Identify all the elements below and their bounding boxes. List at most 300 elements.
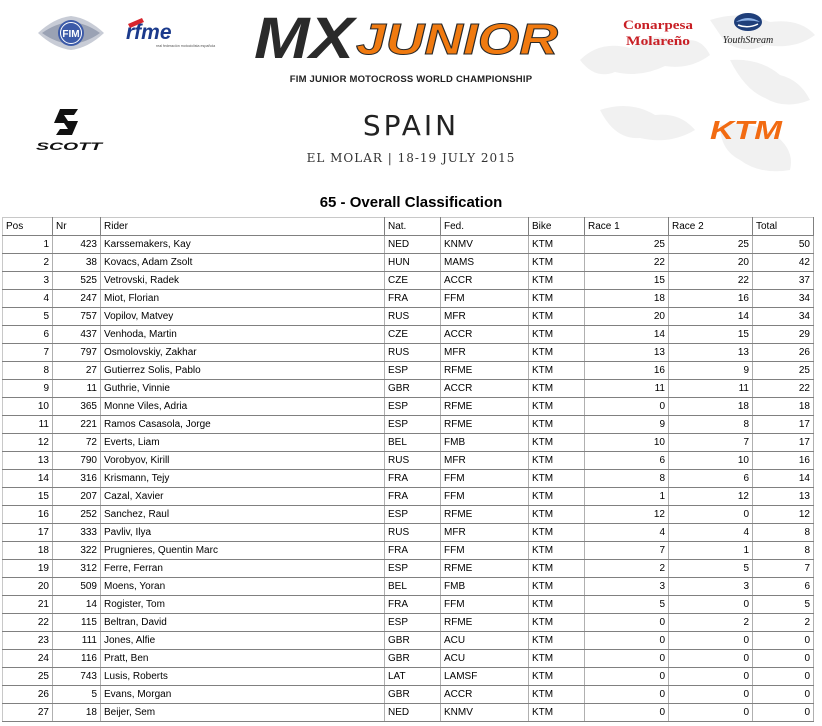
cell-pos: 10 bbox=[3, 398, 53, 416]
cell-nat: ESP bbox=[385, 398, 441, 416]
cell-bike: KTM bbox=[529, 434, 585, 452]
cell-race1: 20 bbox=[585, 308, 669, 326]
cell-race1: 0 bbox=[585, 398, 669, 416]
cell-race2: 1 bbox=[669, 542, 753, 560]
cell-nr: 252 bbox=[53, 506, 101, 524]
cell-rider: Pavliv, Ilya bbox=[101, 524, 385, 542]
cell-rider: Jones, Alfie bbox=[101, 632, 385, 650]
cell-nr: 38 bbox=[53, 254, 101, 272]
table-row bbox=[3, 308, 814, 326]
cell-bike: KTM bbox=[529, 578, 585, 596]
cell-nat: ESP bbox=[385, 416, 441, 434]
cell-race2: 14 bbox=[669, 308, 753, 326]
cell-rider: Cazal, Xavier bbox=[101, 488, 385, 506]
cell-pos: 19 bbox=[3, 560, 53, 578]
cell-rider: Ramos Casasola, Jorge bbox=[101, 416, 385, 434]
cell-pos: 1 bbox=[3, 236, 53, 254]
cell-nat: NED bbox=[385, 236, 441, 254]
cell-race2: 18 bbox=[669, 398, 753, 416]
cell-race1: 0 bbox=[585, 650, 669, 668]
cell-pos: 18 bbox=[3, 542, 53, 560]
event-header bbox=[0, 0, 822, 190]
cell-fed: RFME bbox=[441, 398, 529, 416]
cell-fed: RFME bbox=[441, 560, 529, 578]
cell-bike: KTM bbox=[529, 416, 585, 434]
cell-race2: 0 bbox=[669, 632, 753, 650]
cell-nat: GBR bbox=[385, 686, 441, 704]
header-fed: Fed. bbox=[441, 218, 529, 236]
cell-race2: 16 bbox=[669, 290, 753, 308]
cell-total: 50 bbox=[753, 236, 814, 254]
cell-race1: 9 bbox=[585, 416, 669, 434]
cell-nat: RUS bbox=[385, 524, 441, 542]
cell-total: 12 bbox=[753, 506, 814, 524]
header-nr: Nr bbox=[53, 218, 101, 236]
cell-fed: RFME bbox=[441, 362, 529, 380]
cell-rider: Vopilov, Matvey bbox=[101, 308, 385, 326]
cell-nr: 18 bbox=[53, 704, 101, 722]
cell-nr: 72 bbox=[53, 434, 101, 452]
header-bike: Bike bbox=[529, 218, 585, 236]
rfme-tagline: real federación motociclista española bbox=[156, 44, 216, 48]
cell-bike: KTM bbox=[529, 668, 585, 686]
cell-bike: KTM bbox=[529, 506, 585, 524]
table-row bbox=[3, 596, 814, 614]
mx-logo-prefix: MX bbox=[254, 6, 358, 71]
results-table bbox=[2, 217, 814, 722]
cell-pos: 2 bbox=[3, 254, 53, 272]
cell-nr: 333 bbox=[53, 524, 101, 542]
table-row bbox=[3, 398, 814, 416]
cell-race1: 22 bbox=[585, 254, 669, 272]
cell-nat: NED bbox=[385, 704, 441, 722]
cell-fed: MAMS bbox=[441, 254, 529, 272]
cell-total: 34 bbox=[753, 308, 814, 326]
cell-bike: KTM bbox=[529, 344, 585, 362]
cell-rider: Prugnieres, Quentin Marc bbox=[101, 542, 385, 560]
cell-total: 34 bbox=[753, 290, 814, 308]
cell-fed: FMB bbox=[441, 578, 529, 596]
mx-junior-logo bbox=[252, 6, 564, 71]
cell-nat: BEL bbox=[385, 434, 441, 452]
cell-total: 8 bbox=[753, 542, 814, 560]
cell-fed: ACU bbox=[441, 650, 529, 668]
cell-nat: GBR bbox=[385, 650, 441, 668]
cell-fed: LAMSF bbox=[441, 668, 529, 686]
cell-bike: KTM bbox=[529, 686, 585, 704]
cell-bike: KTM bbox=[529, 272, 585, 290]
cell-total: 13 bbox=[753, 488, 814, 506]
cell-bike: KTM bbox=[529, 290, 585, 308]
cell-fed: KNMV bbox=[441, 236, 529, 254]
header-nat: Nat. bbox=[385, 218, 441, 236]
cell-bike: KTM bbox=[529, 308, 585, 326]
table-header-row bbox=[3, 218, 814, 236]
table-row bbox=[3, 632, 814, 650]
cell-race2: 9 bbox=[669, 362, 753, 380]
cell-pos: 5 bbox=[3, 308, 53, 326]
cell-nr: 525 bbox=[53, 272, 101, 290]
cell-total: 0 bbox=[753, 668, 814, 686]
cell-total: 26 bbox=[753, 344, 814, 362]
cell-race2: 8 bbox=[669, 416, 753, 434]
cell-total: 0 bbox=[753, 650, 814, 668]
cell-nr: 221 bbox=[53, 416, 101, 434]
cell-race1: 15 bbox=[585, 272, 669, 290]
table-row bbox=[3, 236, 814, 254]
cell-nat: FRA bbox=[385, 542, 441, 560]
venue-date: EL MOLAR | 18-19 JULY 2015 bbox=[306, 151, 516, 165]
cell-rider: Vetrovski, Radek bbox=[101, 272, 385, 290]
cell-bike: KTM bbox=[529, 326, 585, 344]
cell-nr: 247 bbox=[53, 290, 101, 308]
header-race2: Race 2 bbox=[669, 218, 753, 236]
table-row bbox=[3, 560, 814, 578]
cell-bike: KTM bbox=[529, 524, 585, 542]
cell-rider: Krismann, Tejy bbox=[101, 470, 385, 488]
cell-rider: Ferre, Ferran bbox=[101, 560, 385, 578]
cell-fed: MFR bbox=[441, 308, 529, 326]
cell-race2: 0 bbox=[669, 506, 753, 524]
cell-fed: FFM bbox=[441, 542, 529, 560]
cell-race2: 25 bbox=[669, 236, 753, 254]
cell-nr: 322 bbox=[53, 542, 101, 560]
cell-nat: ESP bbox=[385, 614, 441, 632]
cell-total: 29 bbox=[753, 326, 814, 344]
cell-total: 0 bbox=[753, 704, 814, 722]
cell-race2: 13 bbox=[669, 344, 753, 362]
cell-bike: KTM bbox=[529, 596, 585, 614]
cell-race2: 10 bbox=[669, 452, 753, 470]
championship-subtitle: FIM JUNIOR MOTOCROSS WORLD CHAMPIONSHIP bbox=[289, 74, 533, 85]
cell-pos: 3 bbox=[3, 272, 53, 290]
cell-nr: 365 bbox=[53, 398, 101, 416]
cell-pos: 23 bbox=[3, 632, 53, 650]
header-race1: Race 1 bbox=[585, 218, 669, 236]
table-row bbox=[3, 452, 814, 470]
cell-bike: KTM bbox=[529, 650, 585, 668]
table-row bbox=[3, 362, 814, 380]
cell-race1: 0 bbox=[585, 614, 669, 632]
cell-race2: 22 bbox=[669, 272, 753, 290]
cell-fed: RFME bbox=[441, 416, 529, 434]
cell-nat: FRA bbox=[385, 470, 441, 488]
cell-race1: 0 bbox=[585, 668, 669, 686]
cell-race2: 0 bbox=[669, 650, 753, 668]
cell-total: 2 bbox=[753, 614, 814, 632]
cell-fed: ACCR bbox=[441, 380, 529, 398]
cell-rider: Vorobyov, Kirill bbox=[101, 452, 385, 470]
cell-nr: 207 bbox=[53, 488, 101, 506]
cell-rider: Monne Viles, Adria bbox=[101, 398, 385, 416]
cell-race1: 0 bbox=[585, 704, 669, 722]
cell-rider: Everts, Liam bbox=[101, 434, 385, 452]
cell-total: 17 bbox=[753, 434, 814, 452]
cell-race1: 7 bbox=[585, 542, 669, 560]
results-body bbox=[3, 236, 814, 722]
cell-total: 18 bbox=[753, 398, 814, 416]
cell-pos: 9 bbox=[3, 380, 53, 398]
cell-race1: 25 bbox=[585, 236, 669, 254]
cell-race2: 0 bbox=[669, 686, 753, 704]
cell-nr: 312 bbox=[53, 560, 101, 578]
cell-race2: 6 bbox=[669, 470, 753, 488]
cell-fed: ACCR bbox=[441, 326, 529, 344]
youthstream-logo-text: YouthStream bbox=[722, 35, 774, 46]
cell-pos: 20 bbox=[3, 578, 53, 596]
cell-nat: RUS bbox=[385, 344, 441, 362]
cell-fed: FFM bbox=[441, 470, 529, 488]
cell-pos: 13 bbox=[3, 452, 53, 470]
cell-nat: GBR bbox=[385, 380, 441, 398]
cell-rider: Sanchez, Raul bbox=[101, 506, 385, 524]
cell-nat: HUN bbox=[385, 254, 441, 272]
cell-total: 16 bbox=[753, 452, 814, 470]
cell-pos: 22 bbox=[3, 614, 53, 632]
conarpesa-line-2: Molareño bbox=[626, 33, 690, 48]
cell-total: 37 bbox=[753, 272, 814, 290]
cell-fed: ACCR bbox=[441, 272, 529, 290]
cell-race2: 15 bbox=[669, 326, 753, 344]
cell-pos: 14 bbox=[3, 470, 53, 488]
cell-total: 0 bbox=[753, 632, 814, 650]
cell-pos: 24 bbox=[3, 650, 53, 668]
cell-rider: Beltran, David bbox=[101, 614, 385, 632]
cell-race1: 12 bbox=[585, 506, 669, 524]
cell-nr: 27 bbox=[53, 362, 101, 380]
ktm-logo-text: KTM bbox=[710, 115, 784, 145]
table-row bbox=[3, 488, 814, 506]
cell-nr: 111 bbox=[53, 632, 101, 650]
mx-logo-suffix: JUNIOR bbox=[356, 15, 559, 64]
fim-logo bbox=[36, 12, 106, 54]
cell-race2: 3 bbox=[669, 578, 753, 596]
cell-bike: KTM bbox=[529, 380, 585, 398]
cell-nr: 757 bbox=[53, 308, 101, 326]
table-row bbox=[3, 524, 814, 542]
cell-bike: KTM bbox=[529, 614, 585, 632]
cell-bike: KTM bbox=[529, 560, 585, 578]
cell-race2: 4 bbox=[669, 524, 753, 542]
cell-rider: Karssemakers, Kay bbox=[101, 236, 385, 254]
cell-pos: 6 bbox=[3, 326, 53, 344]
cell-rider: Rogister, Tom bbox=[101, 596, 385, 614]
cell-bike: KTM bbox=[529, 542, 585, 560]
cell-total: 14 bbox=[753, 470, 814, 488]
cell-nr: 115 bbox=[53, 614, 101, 632]
cell-bike: KTM bbox=[529, 362, 585, 380]
table-row bbox=[3, 686, 814, 704]
cell-total: 42 bbox=[753, 254, 814, 272]
cell-pos: 21 bbox=[3, 596, 53, 614]
cell-nr: 116 bbox=[53, 650, 101, 668]
cell-fed: RFME bbox=[441, 506, 529, 524]
cell-pos: 7 bbox=[3, 344, 53, 362]
cell-rider: Beijer, Sem bbox=[101, 704, 385, 722]
cell-race1: 0 bbox=[585, 632, 669, 650]
table-row bbox=[3, 344, 814, 362]
cell-pos: 11 bbox=[3, 416, 53, 434]
cell-rider: Miot, Florian bbox=[101, 290, 385, 308]
cell-nat: FRA bbox=[385, 488, 441, 506]
header-total: Total bbox=[753, 218, 814, 236]
cell-nat: ESP bbox=[385, 506, 441, 524]
cell-fed: MFR bbox=[441, 452, 529, 470]
cell-total: 8 bbox=[753, 524, 814, 542]
cell-rider: Moens, Yoran bbox=[101, 578, 385, 596]
table-row bbox=[3, 380, 814, 398]
cell-bike: KTM bbox=[529, 488, 585, 506]
cell-race2: 5 bbox=[669, 560, 753, 578]
cell-fed: ACU bbox=[441, 632, 529, 650]
cell-nat: RUS bbox=[385, 308, 441, 326]
cell-fed: FFM bbox=[441, 290, 529, 308]
cell-race1: 11 bbox=[585, 380, 669, 398]
cell-bike: KTM bbox=[529, 452, 585, 470]
country-title: SPAIN bbox=[362, 109, 460, 142]
cell-rider: Osmolovskiy, Zakhar bbox=[101, 344, 385, 362]
cell-nr: 14 bbox=[53, 596, 101, 614]
table-row bbox=[3, 650, 814, 668]
table-row bbox=[3, 434, 814, 452]
cell-nr: 797 bbox=[53, 344, 101, 362]
cell-total: 25 bbox=[753, 362, 814, 380]
youthstream-logo bbox=[710, 10, 786, 50]
cell-pos: 27 bbox=[3, 704, 53, 722]
cell-race2: 0 bbox=[669, 596, 753, 614]
cell-race1: 3 bbox=[585, 578, 669, 596]
cell-total: 22 bbox=[753, 380, 814, 398]
cell-nr: 423 bbox=[53, 236, 101, 254]
cell-nr: 790 bbox=[53, 452, 101, 470]
cell-pos: 17 bbox=[3, 524, 53, 542]
cell-nr: 743 bbox=[53, 668, 101, 686]
classification-title: 65 - Overall Classification bbox=[319, 194, 503, 211]
table-row bbox=[3, 614, 814, 632]
cell-race1: 16 bbox=[585, 362, 669, 380]
cell-fed: KNMV bbox=[441, 704, 529, 722]
cell-race1: 13 bbox=[585, 344, 669, 362]
table-row bbox=[3, 290, 814, 308]
cell-rider: Lusis, Roberts bbox=[101, 668, 385, 686]
table-row bbox=[3, 254, 814, 272]
cell-nr: 11 bbox=[53, 380, 101, 398]
fim-logo-text: FIM bbox=[62, 29, 80, 40]
rfme-logo-text: rfme bbox=[126, 21, 172, 44]
cell-race2: 11 bbox=[669, 380, 753, 398]
header-rider: Rider bbox=[101, 218, 385, 236]
cell-fed: FFM bbox=[441, 596, 529, 614]
cell-race1: 1 bbox=[585, 488, 669, 506]
cell-fed: ACCR bbox=[441, 686, 529, 704]
cell-nat: FRA bbox=[385, 290, 441, 308]
cell-fed: FMB bbox=[441, 434, 529, 452]
cell-rider: Venhoda, Martin bbox=[101, 326, 385, 344]
table-row bbox=[3, 578, 814, 596]
cell-nat: CZE bbox=[385, 326, 441, 344]
cell-nat: CZE bbox=[385, 272, 441, 290]
cell-race1: 8 bbox=[585, 470, 669, 488]
table-row bbox=[3, 470, 814, 488]
cell-total: 17 bbox=[753, 416, 814, 434]
cell-race1: 14 bbox=[585, 326, 669, 344]
cell-bike: KTM bbox=[529, 254, 585, 272]
cell-race1: 4 bbox=[585, 524, 669, 542]
cell-pos: 16 bbox=[3, 506, 53, 524]
cell-fed: RFME bbox=[441, 614, 529, 632]
scott-logo-text: SCOTT bbox=[36, 141, 105, 153]
cell-total: 6 bbox=[753, 578, 814, 596]
cell-rider: Kovacs, Adam Zsolt bbox=[101, 254, 385, 272]
conarpesa-line-1: Conarpesa bbox=[623, 17, 694, 32]
cell-race2: 7 bbox=[669, 434, 753, 452]
cell-nr: 437 bbox=[53, 326, 101, 344]
cell-rider: Pratt, Ben bbox=[101, 650, 385, 668]
cell-race2: 0 bbox=[669, 704, 753, 722]
cell-fed: MFR bbox=[441, 344, 529, 362]
cell-pos: 4 bbox=[3, 290, 53, 308]
cell-bike: KTM bbox=[529, 470, 585, 488]
cell-pos: 15 bbox=[3, 488, 53, 506]
table-row bbox=[3, 704, 814, 722]
cell-race2: 0 bbox=[669, 668, 753, 686]
cell-pos: 8 bbox=[3, 362, 53, 380]
cell-rider: Guthrie, Vinnie bbox=[101, 380, 385, 398]
cell-nat: GBR bbox=[385, 632, 441, 650]
cell-bike: KTM bbox=[529, 632, 585, 650]
cell-nat: BEL bbox=[385, 578, 441, 596]
cell-race1: 5 bbox=[585, 596, 669, 614]
cell-nat: ESP bbox=[385, 560, 441, 578]
cell-pos: 12 bbox=[3, 434, 53, 452]
cell-race1: 18 bbox=[585, 290, 669, 308]
cell-bike: KTM bbox=[529, 236, 585, 254]
table-row bbox=[3, 542, 814, 560]
cell-nat: LAT bbox=[385, 668, 441, 686]
rfme-logo bbox=[122, 12, 216, 52]
cell-nat: RUS bbox=[385, 452, 441, 470]
cell-race1: 10 bbox=[585, 434, 669, 452]
cell-fed: MFR bbox=[441, 524, 529, 542]
cell-race1: 6 bbox=[585, 452, 669, 470]
conarpesa-logo bbox=[622, 14, 694, 50]
cell-bike: KTM bbox=[529, 398, 585, 416]
cell-total: 7 bbox=[753, 560, 814, 578]
cell-fed: FFM bbox=[441, 488, 529, 506]
table-row bbox=[3, 506, 814, 524]
cell-total: 0 bbox=[753, 686, 814, 704]
cell-race2: 12 bbox=[669, 488, 753, 506]
table-row bbox=[3, 326, 814, 344]
cell-race1: 0 bbox=[585, 686, 669, 704]
cell-pos: 26 bbox=[3, 686, 53, 704]
cell-race1: 2 bbox=[585, 560, 669, 578]
cell-nr: 316 bbox=[53, 470, 101, 488]
table-row bbox=[3, 416, 814, 434]
cell-nr: 509 bbox=[53, 578, 101, 596]
cell-total: 5 bbox=[753, 596, 814, 614]
table-row bbox=[3, 272, 814, 290]
cell-pos: 25 bbox=[3, 668, 53, 686]
cell-nat: FRA bbox=[385, 596, 441, 614]
cell-rider: Evans, Morgan bbox=[101, 686, 385, 704]
cell-bike: KTM bbox=[529, 704, 585, 722]
cell-rider: Gutierrez Solis, Pablo bbox=[101, 362, 385, 380]
cell-race2: 2 bbox=[669, 614, 753, 632]
table-row bbox=[3, 668, 814, 686]
header-pos: Pos bbox=[3, 218, 53, 236]
cell-race2: 20 bbox=[669, 254, 753, 272]
